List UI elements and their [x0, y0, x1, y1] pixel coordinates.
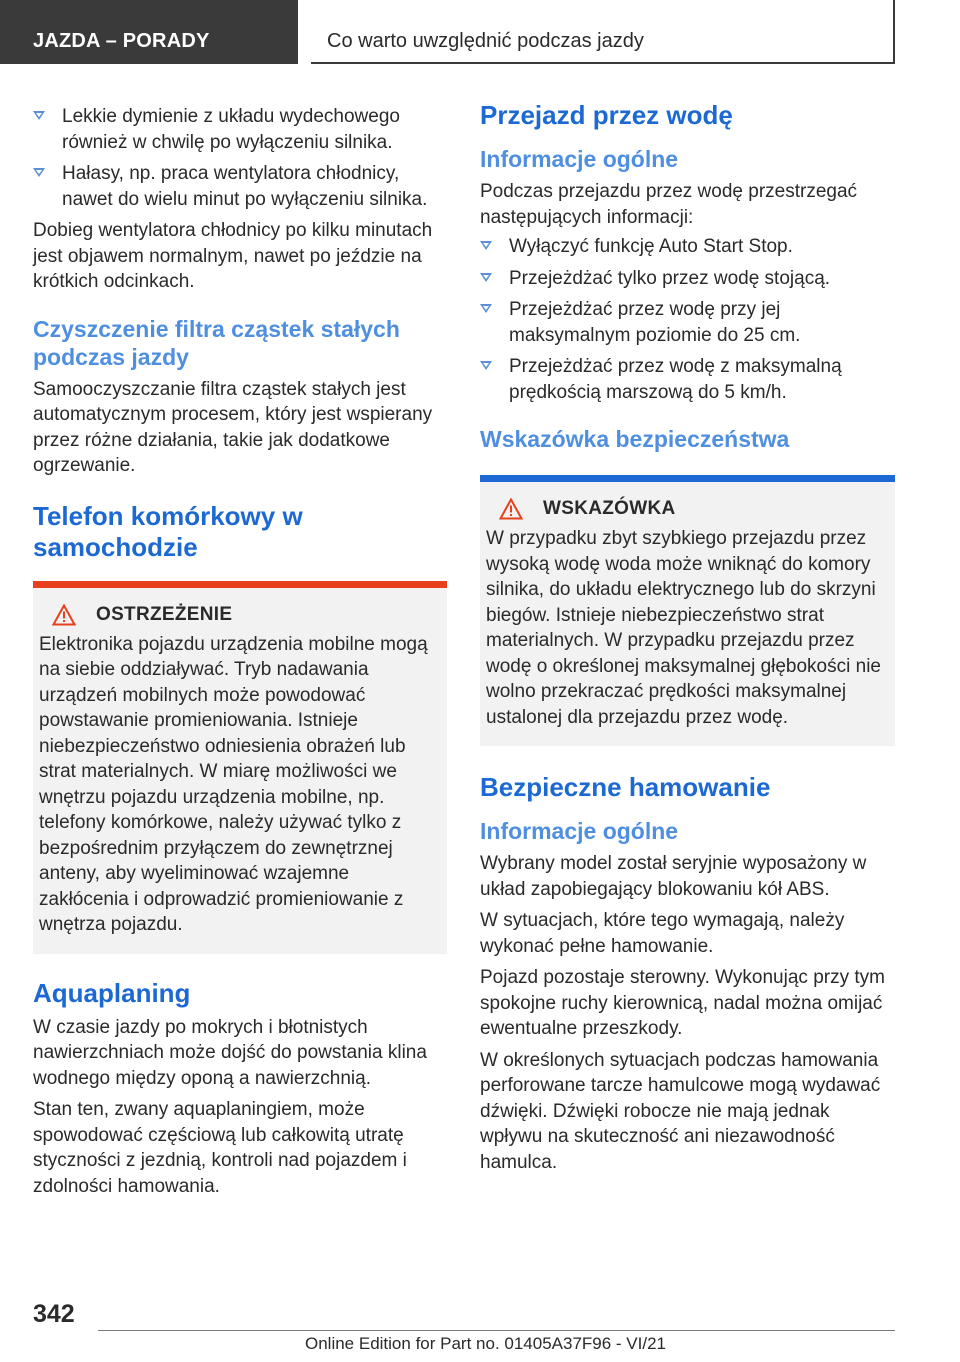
list-item [33, 104, 447, 155]
list-item [480, 297, 895, 348]
paragraph: Podczas przejazdu przez wodę przestrzegać następujących informacji: [480, 181, 858, 228]
paragraph: W sytuacjach, które tego wymagają, należy wykonać pełne hamowanie. [480, 910, 845, 957]
paragraph: Samooczyszczanie filtra cząstek stałych jest automatycznym procesem, który jest wspierany przez różne działania, takie jak dodatkowe ogrzewanie. [33, 378, 433, 476]
subsection-heading: Informacje ogólne [480, 818, 679, 844]
footer-edition: Online Edition for Part no. 01405A37F96 - VI/21 [305, 1334, 667, 1353]
header-section-label: JAZDA – PORADY [0, 0, 298, 64]
footer-divider [98, 1330, 895, 1331]
section-heading: Aquaplaning [33, 977, 191, 1008]
notice-text: W przypadku zbyt szybkiego przejazdu przez wysoką wodę woda może wniknąć do komory silnika, do układu elektrycznego lub do skrzyni biegów. Istnieje niebezpieczeństwo strat materialnych. W przypadku przejazdu przez wodę o określonej maksymalnej głębokości nie wolno przekraczać prędkości maksymalnej ustalonej dla przejazdu przez wodę. [486, 528, 881, 728]
list-item [480, 234, 895, 260]
list-item-text: Wyłączyć funkcję Auto Start Stop. [509, 236, 793, 257]
warning-triangle-icon [52, 604, 76, 626]
page-number: 342 [33, 1300, 75, 1328]
paragraph: Pojazd pozostaje sterowny. Wykonując przy tym spokojne ruchy kierownicą, nadal można omijać ewentualne przeszkody. [480, 967, 885, 1039]
list-item-text: Przejeżdżać tylko przez wodę stojącą. [509, 267, 831, 289]
paragraph: Stan ten, zwany aquaplaningiem, może spowodować częściową lub całkowitą utratę styczności z jezdnią, kontroli nad pojazdem i zdolności hamowania. [33, 1099, 407, 1197]
paragraph: Wybrany model został seryjnie wyposażony w układ zapobiegający blokowaniu kół ABS. [480, 853, 867, 900]
bullet-triangle-icon [480, 361, 492, 370]
warning-bar [33, 581, 447, 588]
right-column [480, 100, 895, 1175]
warning-label: OSTRZEŻENIE [96, 603, 233, 625]
warning-triangle-icon [499, 498, 523, 520]
list-item-text: Hałasy, np. praca wentylatora chłodnicy, nawet do wielu minut po wyłączeniu silnika. [62, 163, 428, 210]
list-item [33, 161, 447, 212]
subsection-heading: Informacje ogólne [480, 146, 679, 172]
section-heading: Przejazd przez wodę [480, 100, 733, 130]
section-heading: Telefon komórkowy w samochodzie [33, 500, 303, 562]
section-heading: Wskazówka bezpieczeństwa [480, 426, 790, 452]
list-item-text: Przejeżdżać przez wodę przy jej maksymalnym poziomie do 25 cm. [509, 299, 801, 346]
warning-text: Elektronika pojazdu urządzenia mobilne mogą na siebie oddziaływać. Tryb nadawania urządzeń mobilnych może powodować powstawanie promieniowania. Istnieje niebezpieczeństwo odniesienia obrażeń lub strat materialnych. W miarę możliwości we wnętrzu pojazdu urządzenia mobilne, np. telefony komórkowe, należy używać tylko z bezpośrednim przyłączem do zewnętrznej anteny, aby wyeliminować wzajemne zakłócenia i odprowadzić promieniowanie z wnętrza pojazdu. [39, 633, 428, 935]
warning-box [33, 581, 447, 954]
section-heading: Bezpieczne hamowanie [480, 772, 771, 802]
paragraph: W czasie jazdy po mokrych i błotnistych nawierzchniach może dojść do powstania klina wodnego między oponą a nawierzchnią. [33, 1016, 427, 1089]
bullet-triangle-icon [33, 111, 45, 120]
paragraph: W określonych sytuacjach podczas hamowania perforowane tarcze hamulcowe mogą wydawać dźwięki. Dźwięki robocze nie mają jednak wpływu na skuteczność ani niezawodność hamulca. [480, 1049, 881, 1173]
bullet-triangle-icon [480, 273, 492, 282]
paragraph: Dobieg wentylatora chłodnicy po kilku minutach jest objawem normalnym, nawet po jeździe na krótkich odcinkach. [33, 220, 433, 292]
notice-box [480, 475, 895, 746]
bullet-triangle-icon [480, 241, 492, 250]
notice-label: WSKAZÓWKA [543, 498, 676, 519]
notice-bar [480, 475, 895, 482]
bullet-triangle-icon [480, 304, 492, 313]
list-item-text: Lekkie dymienie z układu wydechowego również w chwilę po wyłączeniu silnika. [62, 106, 400, 153]
header-page-title: Co warto uwzględnić podczas jazdy [311, 0, 895, 64]
bullet-triangle-icon [33, 168, 45, 177]
list-item [480, 354, 895, 405]
left-column [33, 100, 447, 1199]
list-item [480, 266, 895, 292]
list-item-text: Przejeżdżać przez wodę z maksymalną prędkością marszową do 5 km/h. [509, 356, 842, 403]
section-heading: Czyszczenie filtra cząstek stałych podczas jazdy [33, 315, 400, 370]
